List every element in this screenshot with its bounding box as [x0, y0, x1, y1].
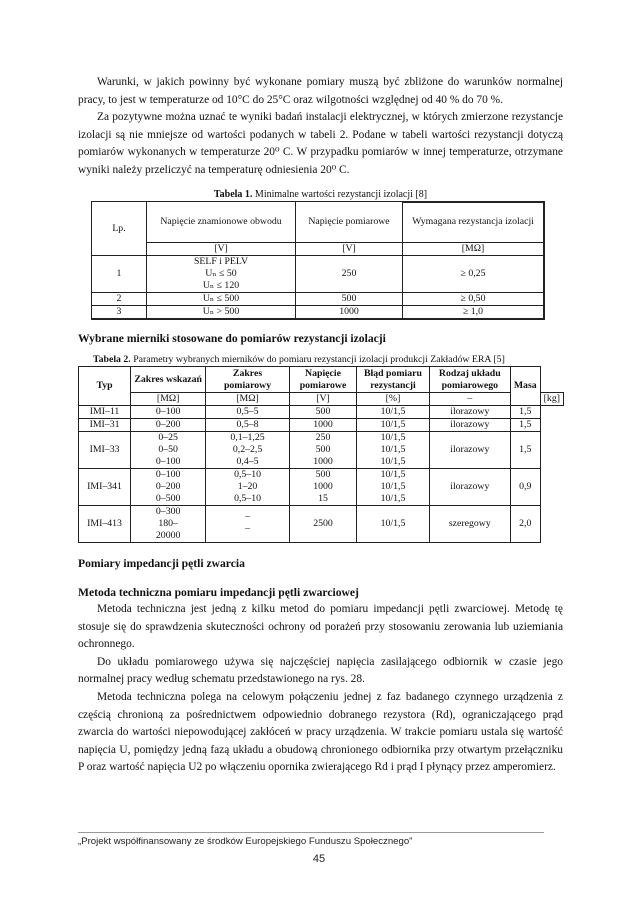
t1-cell: Uₙ ≤ 500	[147, 293, 296, 306]
t2-cell: 500	[289, 406, 356, 419]
t2-cell-line: 0,5–10	[234, 469, 262, 481]
t2-cell	[131, 432, 206, 469]
t2-cell-line: 0–300	[155, 506, 181, 518]
t2-cell-line: 0–500	[155, 493, 181, 505]
t2-cell-line: 10/1,5	[380, 456, 406, 468]
t2-cell-line: 0,5–10	[234, 493, 262, 505]
table-meter-parameters	[78, 366, 564, 543]
t2-header-test-voltage: Napięcie pomiarowe	[289, 367, 356, 393]
t1-cell	[147, 256, 296, 293]
t1-unit-rated: [V]	[147, 243, 296, 256]
table-row	[79, 506, 564, 543]
table-row	[92, 256, 545, 293]
table-min-insulation-resistance	[91, 201, 545, 321]
t2-cell: ilorazowy	[429, 432, 510, 469]
t1-header-lp: Lp.	[92, 202, 147, 256]
t2-cell-line: 0,2–2,5	[232, 444, 263, 456]
t2-cell	[289, 432, 356, 469]
t2-cell	[357, 469, 430, 506]
t1-cell-line: SELF i PELV	[193, 256, 249, 268]
t2-cell-line: 0,1–1,25	[230, 432, 265, 444]
t2-cell: 1,5	[510, 419, 540, 432]
t2-cell-line: –	[245, 511, 250, 523]
t2-cell: IMI–341	[79, 469, 131, 506]
t1-cell: 250	[296, 256, 403, 293]
t2-cell-line: –	[245, 523, 250, 535]
t2-cell-line: 15	[318, 493, 328, 505]
t1-header-rated-voltage: Napięcie znamionowe obwodu	[147, 202, 296, 243]
t2-cell: 2,0	[510, 506, 540, 543]
t2-header-circuit: Rodzaj układu pomiarowego	[429, 367, 510, 393]
footer-funding-note: „Projekt współfinansowany ze środków Europejskiego Funduszu Społecznego"	[78, 836, 413, 847]
t2-unit: –	[429, 393, 510, 406]
paragraph-method-intro: Metoda techniczna jest jedną z kilku metod do pomiaru impedancji pętli zwarciowej. Metodę tę stosuje się do sprawdzenia skuteczności ochrony od porażeń przy stosowaniu zerowania lub uziemiania ochronnego.	[78, 603, 563, 651]
t2-cell	[357, 432, 430, 469]
t1-cell: 2	[92, 293, 147, 306]
t2-cell: IMI–33	[79, 432, 131, 469]
t2-header-error: Błąd pomiaru rezystancji	[357, 367, 430, 393]
document-page	[78, 74, 563, 777]
table2-caption	[93, 354, 563, 365]
t2-cell-line: 20000	[155, 530, 181, 542]
table1-caption-text: Minimalne wartości rezystancji izolacji [8]	[252, 188, 428, 200]
t2-cell-line: 0–50	[158, 444, 178, 456]
t1-unit-resistance: [MΩ]	[403, 243, 545, 256]
t1-cell: 3	[92, 306, 147, 320]
t1-unit-test: [V]	[296, 243, 403, 256]
t1-cell: 1000	[296, 306, 403, 320]
page-number: 45	[312, 853, 326, 865]
t2-header-display-range: Zakres wskazań	[131, 367, 206, 393]
t2-cell-line: 0–25	[158, 432, 178, 444]
t2-cell-line: 0,4–5	[236, 456, 259, 468]
t2-cell-line: 10/1,5	[380, 469, 406, 481]
t2-cell: 2500	[289, 506, 356, 543]
t2-cell-line: 1000	[313, 481, 333, 493]
t2-header-measurement-range: Zakres pomiarowy	[206, 367, 290, 393]
t2-cell	[289, 469, 356, 506]
paragraph-method-description: Metoda techniczna polega na celowym połączeniu jednej z faz badanego czynnego urządzenia z częścią chronioną za pośrednictwem odpowiednio dobranego rezystora (Rd), ograniczającego prąd zwarcia do wartości niepowodującej zakłóceń w pracy urządzenia. W trakcie pomiaru ustala się wartość napięcia U, pomiędzy jedną fazą układu a obudową chronionego odbiornika przy otwartym przełączniku P oraz wartość napięcia U2 po włączeniu opornika zwierającego Rd i prąd I płynący przez amperomierz.	[78, 691, 563, 774]
t2-cell: ilorazowy	[429, 406, 510, 419]
t2-cell-line: 10/1,5	[380, 481, 406, 493]
t2-unit: [MΩ]	[131, 393, 206, 406]
t2-cell-line: 10/1,5	[380, 493, 406, 505]
t2-cell-line: 0–200	[155, 481, 181, 493]
table-row	[79, 469, 564, 506]
table-row	[79, 406, 564, 419]
t2-cell	[131, 469, 206, 506]
t1-cell: ≥ 0,50	[403, 293, 545, 306]
t2-cell: 1,5	[510, 406, 540, 419]
t2-cell: 10/1,5	[357, 419, 430, 432]
t2-unit: [MΩ]	[206, 393, 290, 406]
t2-header-type: Typ	[79, 367, 131, 406]
t1-cell: Uₙ > 500	[147, 306, 296, 320]
subsection-heading-technical-method: Metoda techniczna pomiaru impedancji pętli zwarciowej	[78, 586, 359, 600]
table-row	[92, 306, 545, 320]
section-heading-loop-impedance: Pomiary impedancji pętli zwarcia	[78, 557, 245, 571]
table1-caption	[78, 189, 563, 200]
t1-cell-line: Uₙ ≤ 50	[205, 268, 237, 280]
section-heading-meters: Wybrane mierniki stosowane do pomiarów rezystancji izolacji	[78, 332, 386, 346]
t2-cell-line: 10/1,5	[380, 432, 406, 444]
t2-header-mass: Masa	[510, 367, 540, 406]
paragraph-conditions: Warunki, w jakich powinny być wykonane pomiary muszą być zbliżone do warunków normalnej pracy, to jest w temperaturze od 10°C do 25°C oraz wilgotności względnej od 40 % do 70 %.	[78, 76, 563, 106]
t2-cell-line: 500	[315, 444, 331, 456]
t2-cell: 0,9	[510, 469, 540, 506]
t2-unit: [V]	[289, 393, 356, 406]
t2-unit: [kg]	[540, 393, 563, 406]
t2-cell: 0,5–5	[206, 406, 290, 419]
t2-cell-line: 1000	[313, 456, 333, 468]
table2-caption-text: Parametry wybranych mierników do pomiaru rezystancji izolacji produkcji Zakładów ERA [5]	[130, 354, 505, 366]
t2-cell-line: 1–20	[237, 481, 258, 493]
paragraph-supply: Do układu pomiarowego używa się najczęściej napięcia zasilającego odbiornik w czasie jego normalnej pracy według schematu przedstawionego na rys. 28.	[78, 655, 563, 686]
t2-cell	[206, 469, 290, 506]
t2-cell: ilorazowy	[429, 419, 510, 432]
table-row	[79, 432, 564, 469]
t2-cell: IMI–31	[79, 419, 131, 432]
t2-cell-line: 0–100	[155, 469, 181, 481]
t2-cell: 0–200	[131, 419, 206, 432]
t2-cell: 1000	[289, 419, 356, 432]
t2-cell	[206, 506, 290, 543]
t2-cell-line: 500	[315, 469, 331, 481]
table2-caption-label: Tabela 2.	[93, 354, 131, 366]
t2-unit: [%]	[357, 393, 430, 406]
t2-cell: 10/1,5	[357, 506, 430, 543]
t2-cell	[206, 432, 290, 469]
t2-cell-line: 250	[315, 432, 331, 444]
t2-cell-line: 180–	[158, 518, 178, 530]
t1-header-required-resistance: Wymagana rezystancja izolacji	[403, 202, 545, 243]
table-row	[79, 419, 564, 432]
t2-cell: IMI–413	[79, 506, 131, 543]
t1-header-test-voltage: Napięcie pomiarowe	[296, 202, 403, 243]
t1-cell: ≥ 1,0	[403, 306, 545, 320]
t2-cell: ilorazowy	[429, 469, 510, 506]
t2-cell: szeregowy	[429, 506, 510, 543]
t2-cell: 0,5–8	[206, 419, 290, 432]
t2-cell: IMI–11	[79, 406, 131, 419]
table-row	[92, 293, 545, 306]
t1-cell: 1	[92, 256, 147, 293]
t2-cell-line: 10/1,5	[380, 444, 406, 456]
table1-caption-label: Tabela 1.	[213, 188, 253, 200]
paragraph-results: Za pozytywne można uznać te wyniki badań instalacji elektrycznej, w których zmierzone rezystancje izolacji są nie mniejsze od wartości podanych w tabeli 2. Podane w tabeli wartości rezystancji dotyczą pomiarów wykonanych w temperaturze 20⁰ C. W przypadku pomiarów w innej temperaturze, otrzymane wyniki należy przeliczyć na temperaturę odniesienia 20⁰ C.	[78, 111, 563, 176]
t2-cell: 1,5	[510, 432, 540, 469]
t1-cell: 500	[296, 293, 403, 306]
t2-cell	[131, 506, 206, 543]
t2-cell: 0–100	[131, 406, 206, 419]
t2-cell: 10/1,5	[357, 406, 430, 419]
t1-cell: ≥ 0,25	[403, 256, 545, 293]
t2-cell-line: 0–100	[155, 456, 181, 468]
footer-divider	[78, 832, 544, 833]
t1-cell-line: Uₙ ≤ 120	[202, 280, 240, 292]
